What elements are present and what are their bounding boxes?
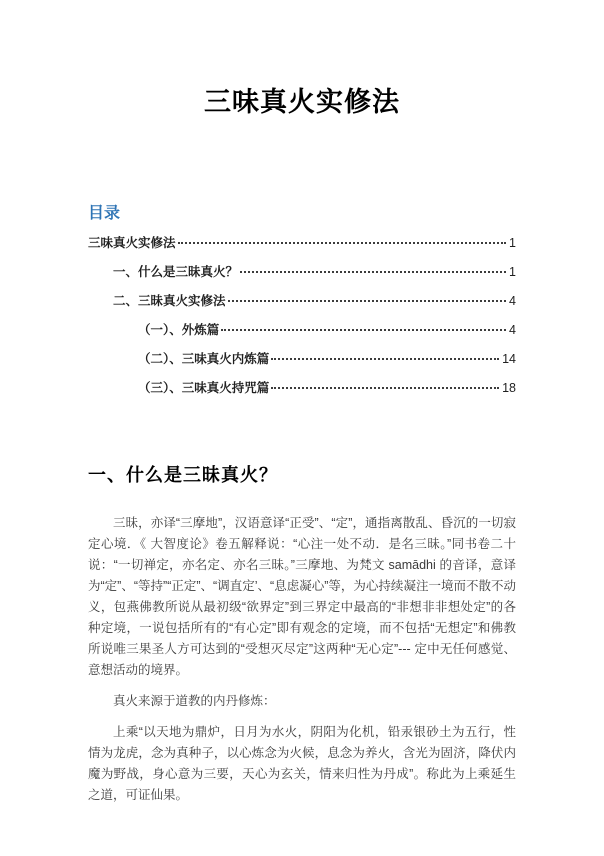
body-paragraph: 三昧，亦译“三摩地”，汉语意译“正受”、“定”，通指离散乱、昏沉的一切寂定心境．《 大智度论》卷五解释说：“心注一处不动．是名三昧。”同书卷二十说：“一切禅定，亦名定、亦名三昧。”三摩地、为梵文 samādhi 的音译，意译为“定”、“等持”“正定”、“调直定’、“息虑凝心”等，为心持续凝注一境而不散不动义，包燕佛教所说从最初级“欲界定”到三界定中最高的“非想非非想处定”的各种定境，一说包括所有的“有心定”即有观念的定境，而不包括“无想定”和佛教所说唯三果圣人方可达到的“受想灭尽定”这两种“无心定”--- 定中无任何感觉、意想活动的境界。 — [88, 516, 516, 677]
toc-entry-label: （三）、三味真火持咒篇 — [138, 381, 270, 395]
body-paragraph: 上乘“以天地为鼎炉，日月为水火，阴阳为化机，铅汞银砂土为五行，性情为龙虎，念为真种子，以心炼念为火候，息念为养火，含光为固济，降伏内魔为野战，身心意为三要，天心为玄关，情来归性为丹成”。称此为上乘延生之道，可证仙果。 — [88, 725, 516, 802]
toc-entry-chapter-2[interactable] — [88, 291, 516, 320]
toc-dot-leader — [271, 358, 499, 360]
toc-entry-label: 一、什么是三昧真火？ — [113, 265, 239, 279]
toc-page-number: 1 — [509, 236, 516, 250]
toc-page-number: 18 — [502, 381, 516, 395]
toc-page-number: 4 — [509, 294, 516, 308]
toc-entry-label: （二）、三味真火内炼篇 — [138, 352, 270, 366]
toc-entry-chapter-1[interactable] — [88, 262, 516, 291]
toc-entry-section-2[interactable] — [88, 349, 516, 378]
toc-dot-leader — [221, 329, 506, 331]
body-paragraph: 真火来源于道教的内丹修炼： — [113, 694, 276, 708]
toc-entry-label: 三味真火实修法 — [88, 236, 176, 250]
toc-entry-section-1[interactable] — [88, 320, 516, 349]
toc-dot-leader — [240, 271, 506, 273]
toc-entry-label: （一）、外炼篇 — [138, 323, 220, 337]
toc-entry-main-title[interactable] — [88, 233, 516, 262]
table-of-contents — [88, 204, 516, 407]
toc-page-number: 14 — [502, 352, 516, 366]
section-heading: 一、什么是三昧真火？ — [88, 465, 278, 485]
toc-page-number: 1 — [509, 265, 516, 279]
toc-dot-leader — [271, 387, 499, 389]
toc-dot-leader — [228, 300, 507, 302]
toc-dot-leader — [178, 242, 507, 244]
toc-entry-label: 二、三昧真火实修法 — [113, 294, 226, 308]
toc-heading: 目录 — [88, 205, 121, 222]
toc-list — [88, 233, 516, 407]
toc-entry-section-3[interactable] — [88, 378, 516, 407]
document-title: 三味真火实修法 — [204, 87, 400, 117]
toc-page-number: 4 — [509, 323, 516, 337]
